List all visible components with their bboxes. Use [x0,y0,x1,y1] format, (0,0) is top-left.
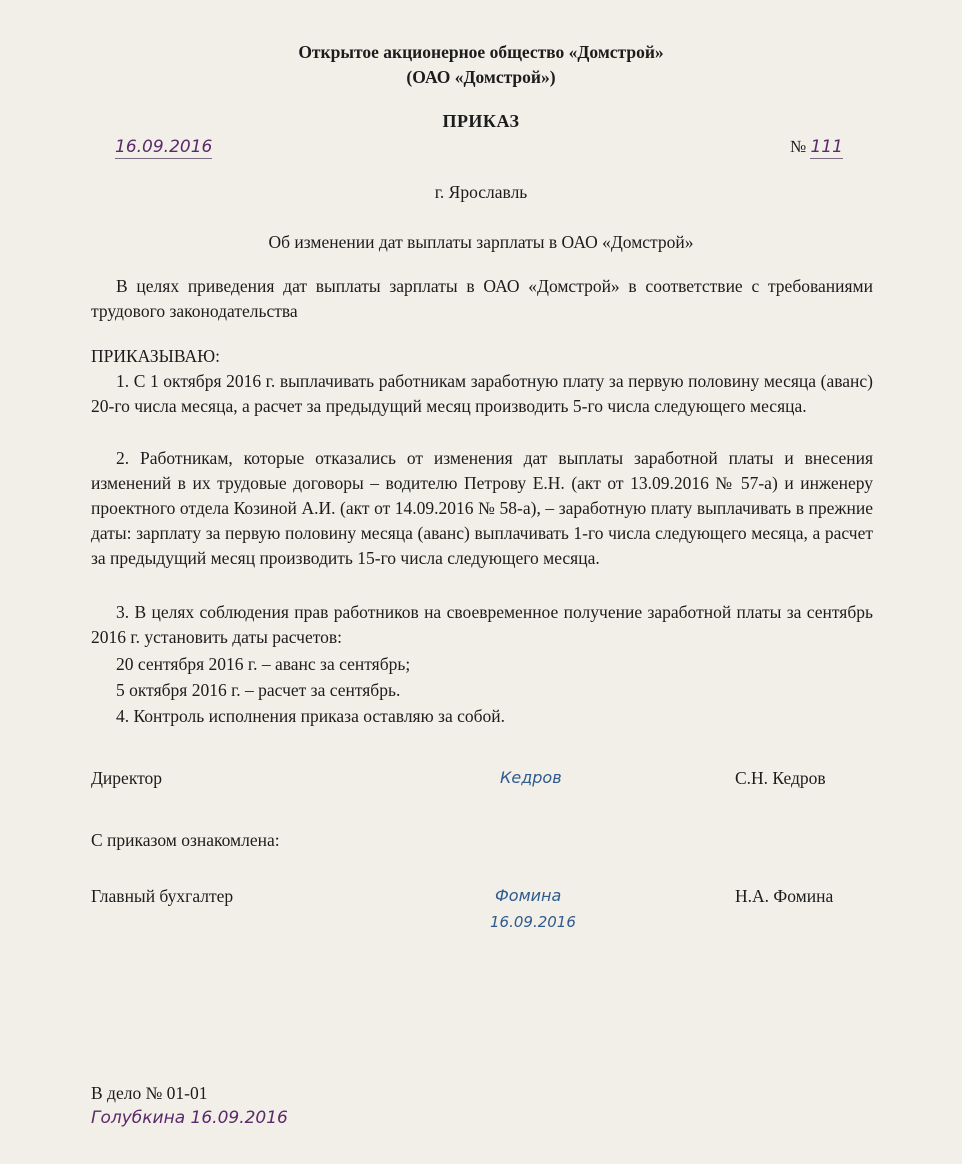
city: г. Ярославль [434,182,528,202]
number-sign: № [790,137,807,156]
organization-short-name: (ОАО «Домстрой») [406,67,556,87]
order-number-block [790,137,843,157]
acquaintance-note: С приказом ознакомлена: [91,830,280,850]
order-date: 16.09.2016 [115,137,213,157]
order-item-4: 4. Контроль исполнения приказа оставляю за собой. [116,706,506,726]
payment-date-advance: 20 сентября 2016 г. – аванс за сентябрь; [116,654,411,674]
filed-by: Голубкина 16.09.2016 [91,1108,288,1128]
order-number: 111 [810,137,843,157]
payment-date-settlement: 5 октября 2016 г. – расчет за сентябрь. [116,680,401,700]
director-title: Директор [91,768,163,788]
accountant-title: Главный бухгалтер [91,886,234,906]
accountant-sign-date: 16.09.2016 [490,913,576,931]
document-title: ПРИКАЗ [442,111,520,131]
order-item-1: 1. С 1 октября 2016 г. выплачивать работникам заработную плату за первую половину месяца (аванс) 20-го числа месяца, а расчет за предыдущий месяц производить 5-го числа следующего месяца. [91,371,873,416]
order-subject: Об изменении дат выплаты зарплаты в ОАО «Домстрой» [268,232,694,252]
organization-full-name: Открытое акционерное общество «Домстрой» [298,42,664,62]
director-name: С.Н. Кедров [735,768,826,788]
order-item-3: 3. В целях соблюдения прав работников на своевременное получение заработной платы за сентябрь 2016 г. установить даты расчетов: [91,602,873,647]
preamble: В целях приведения дат выплаты зарплаты в ОАО «Домстрой» в соответствие с требованиями трудового законодательства [91,276,873,321]
director-signature: Кедров [500,768,562,787]
accountant-signature: Фомина [495,886,562,905]
order-item-2: 2. Работникам, которые отказались от изменения дат выплаты заработной платы и внесения изменений в их трудовые договоры – водителю Петрову Е.Н. (акт от 13.09.2016 № 57-а) и инженеру проектного отдела Козиной А.И. (акт от 14.09.2016 № 58-а), – заработную плату выплачивать в прежние даты: зарплату за первую половину месяца (аванс) выплачивать 1-го числа следующего месяца, а расчет за предыдущий месяц производить 15-го числа следующего месяца. [91,448,873,568]
order-word: ПРИКАЗЫВАЮ: [91,346,220,366]
accountant-name: Н.А. Фомина [735,886,834,906]
file-note: В дело № 01-01 [91,1083,208,1103]
